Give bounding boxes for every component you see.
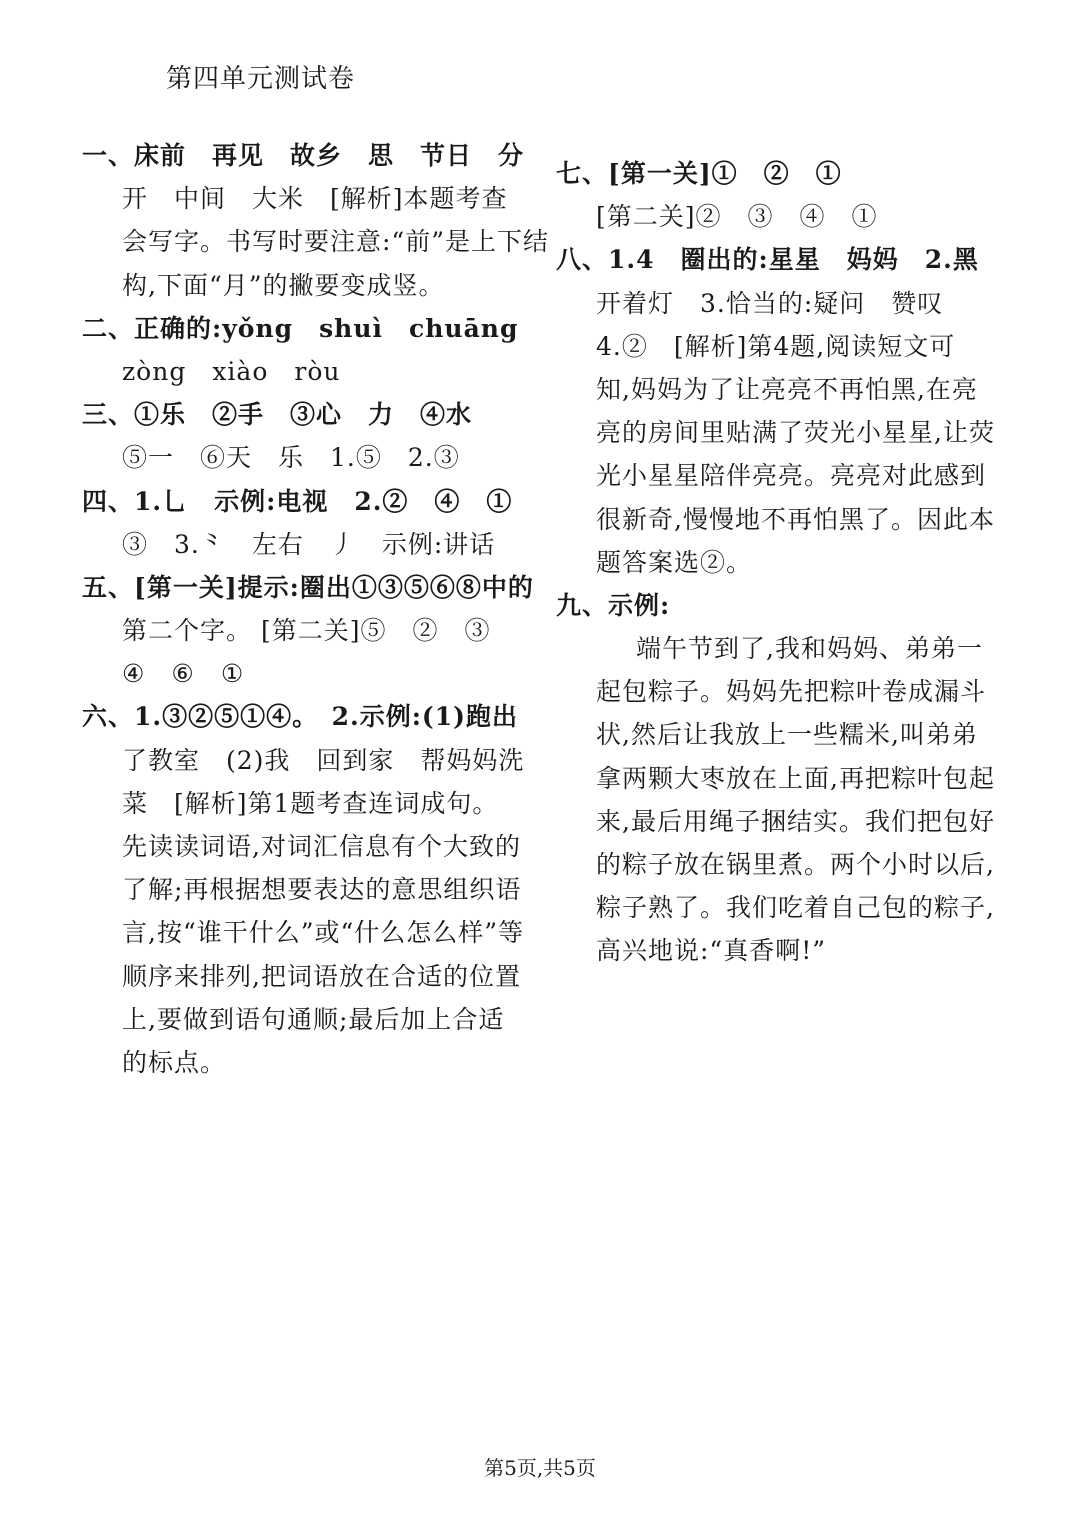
section-6 bbox=[82, 695, 532, 1084]
page-footer: 第5页,共5页 bbox=[484, 1456, 596, 1480]
text-line: 二、正确的:yǒng shuì chuāng bbox=[82, 313, 519, 343]
page-title: 第四单元测试卷 bbox=[166, 64, 356, 94]
text-line: 三、①乐 ②手 ③心 力 ④水 bbox=[82, 400, 473, 430]
text-line: 起包粽子。妈妈先把粽叶卷成漏斗 bbox=[596, 677, 987, 707]
text-line: 亮的房间里贴满了荧光小星星,让荧 bbox=[596, 418, 995, 448]
section-2 bbox=[82, 307, 532, 393]
section-3 bbox=[82, 393, 532, 479]
text-line: 先读读词语,对词汇信息有个大致的 bbox=[122, 832, 521, 861]
text-line: 来,最后用绳子捆结实。我们把包好 bbox=[596, 806, 995, 836]
text-line: 开 中间 大米 [解析]本题考查 bbox=[122, 184, 508, 214]
text-line: 上,要做到语句通顺;最后加上合适 bbox=[122, 1004, 505, 1034]
text-line: 第二个字。 [第二关]⑤ ② ③ bbox=[122, 616, 491, 646]
text-line: 知,妈妈为了让亮亮不再怕黑,在亮 bbox=[596, 374, 978, 404]
right-column bbox=[556, 152, 1001, 973]
text-line: 构,下面“月”的撇要变成竖。 bbox=[122, 270, 445, 300]
text-line: 会写字。书写时要注意:“前”是上下结 bbox=[122, 227, 549, 257]
text-line: [第二关]② ③ ④ ① bbox=[596, 202, 878, 232]
text-line: 高兴地说:“真香啊!” bbox=[596, 936, 827, 966]
text-line: 七、[第一关]① ② ① bbox=[556, 159, 842, 188]
section-8 bbox=[556, 238, 1001, 584]
section-9 bbox=[556, 584, 1001, 973]
text-line: zòng xiào ròu bbox=[122, 356, 341, 386]
text-line: 粽子熟了。我们吃着自己包的粽子, bbox=[596, 893, 995, 923]
text-line: 九、示例: bbox=[556, 590, 671, 620]
text-line: 的粽子放在锅里煮。两个小时以后, bbox=[596, 850, 995, 879]
text-line: 四、1.乚 示例:电视 2.② ④ ① bbox=[82, 486, 513, 516]
section-1 bbox=[82, 134, 549, 307]
section-7 bbox=[556, 152, 1001, 238]
text-line: 言,按“谁干什么”或“什么怎么样”等 bbox=[122, 918, 525, 948]
text-line: 八、1.4 圈出的:星星 妈妈 2.黑 bbox=[556, 245, 979, 275]
text-line: ⑤一 ⑥天 乐 1.⑤ 2.③ bbox=[122, 443, 460, 473]
text-line: 菜 [解析]第1题考查连词成句。 bbox=[122, 788, 499, 818]
text-line: 了教室 (2)我 回到家 帮妈妈洗 bbox=[122, 745, 525, 775]
text-line: 状,然后让我放上一些糯米,叫弟弟 bbox=[596, 720, 978, 750]
text-line: 六、1.③②⑤①④。 2.示例:(1)跑出 bbox=[82, 702, 518, 732]
text-line: 拿两颗大枣放在上面,再把粽叶包起 bbox=[596, 763, 995, 793]
left-column bbox=[82, 134, 549, 1084]
text-line: 开着灯 3.恰当的:疑问 赞叹 bbox=[596, 288, 944, 318]
text-line: 一、床前 再见 故乡 思 节日 分 bbox=[82, 141, 525, 170]
text-line: 顺序来排列,把词语放在合适的位置 bbox=[122, 961, 521, 991]
text-line: 端午节到了,我和妈妈、弟弟一 bbox=[636, 634, 983, 664]
section-5 bbox=[82, 566, 532, 696]
text-line: 光小星星陪伴亮亮。亮亮对此感到 bbox=[596, 461, 987, 491]
text-line: ③ 3.⺀ 左右 丿 示例:讲话 bbox=[122, 529, 496, 559]
text-line: 很新奇,慢慢地不再怕黑了。因此本 bbox=[596, 504, 995, 534]
text-line: 4.② [解析]第4题,阅读短文可 bbox=[596, 331, 956, 361]
text-line: ④ ⑥ ① bbox=[122, 659, 245, 689]
text-line: 的标点。 bbox=[122, 1047, 227, 1077]
section-4 bbox=[82, 480, 532, 566]
text-line: 题答案选②。 bbox=[596, 547, 753, 577]
text-line: 了解;再根据想要表达的意思组织语 bbox=[122, 875, 522, 905]
text-line: 五、[第一关]提示:圈出①③⑤⑥⑧中的 bbox=[82, 572, 534, 602]
